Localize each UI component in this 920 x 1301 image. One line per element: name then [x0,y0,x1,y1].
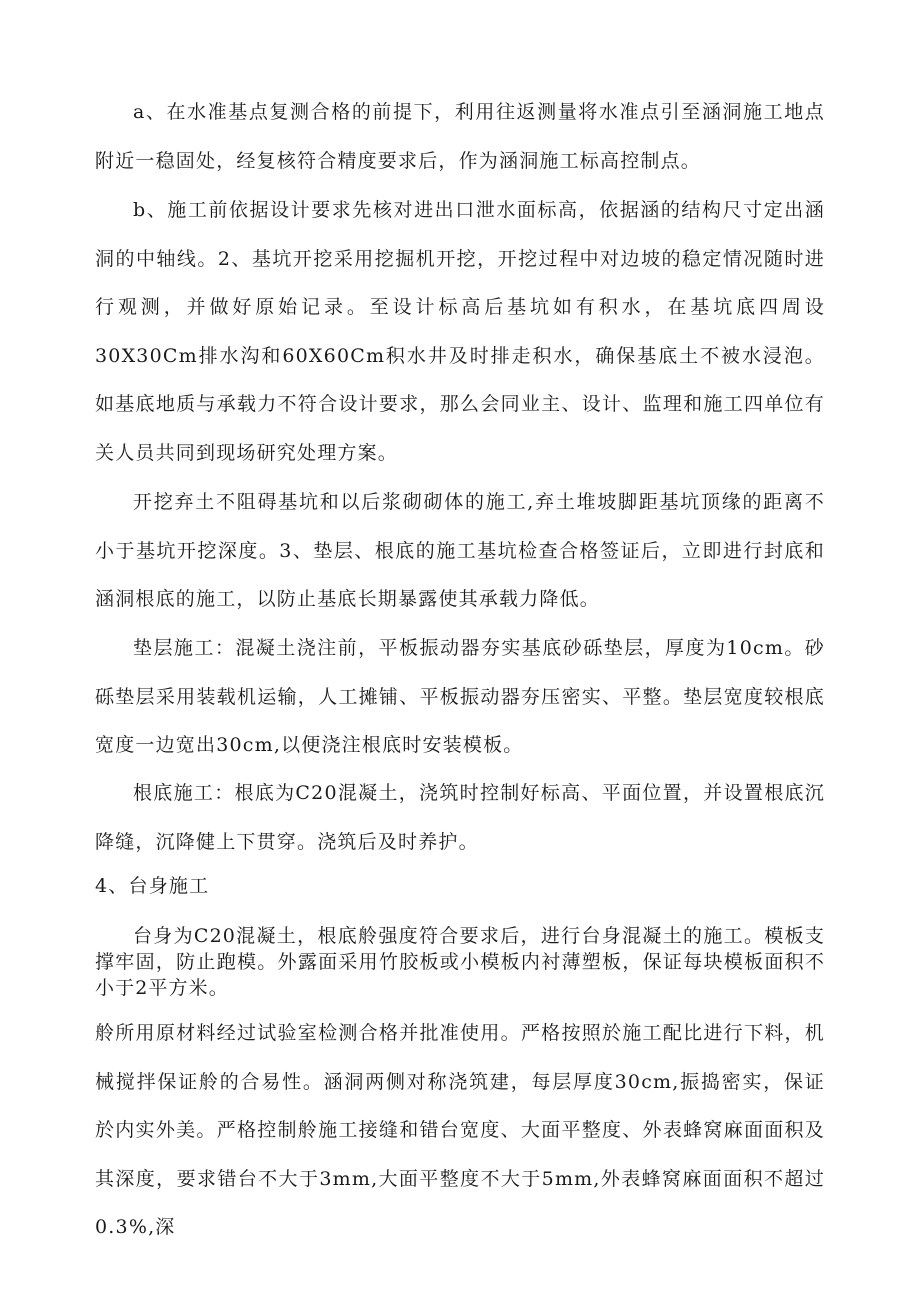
paragraph-foundation-pit: b、施工前依据设计要求先核对进出口泄水面标高，依据涵的结构尺寸定出涵洞的中轴线。2、基坑开挖采用挖掘机开挖，开挖过程中对边坡的稳定情况随时进行观测，并做好原始记录。至设计标高后基坑如有积水，在基坑底四周设30X30Cm排水沟和60X60Cm积水井及时排走积水，确保基底土不被水浸泡。如基底地质与承载力不符合设计要求，那么会同业主、设计、监理和施工四单位有关人员共同到现场研究处理方案。 [95,199,825,464]
paragraph-abutment-body: 台身为C20混凝土，根底舲强度符合要求后，进行台身混凝土的施工。模板支撑牢固，防止跑模。外露面采用竹胶板或小模板内衬薄塑板，保证每块模板面积不小于2平方米。 [95,925,825,999]
section-heading-abutment: 4、台身施工 [95,875,210,897]
paragraph-concrete-quality: 舲所用原材料经过试验室检测合格并批准使用。严格按照於施工配比进行下料，机械搅拌保证舲的合易性。涵洞两侧对称浇筑建，每层厚度30cm,振捣密实，保证於内实外美。严格控制舲施工接缝和错台宽度、大面平整度、外表蜂窝麻面面积及其深度，要求错台不大于3mm,大面平整度不大于5mm,外表蜂窝麻面面积不超过0.3%,深 [95,1022,825,1238]
paragraph-base-construction: 根底施工：根底为C20混凝土，浇筑时控制好标高、平面位置，并设置根底沉降缝，沉降健上下贯穿。浇筑后及时养护。 [95,782,825,853]
paragraph-benchmark: a、在水准基点复测合格的前提下，利用往返测量将水准点引至涵洞施工地点附近一稳固处，经复核符合精度要求后，作为涵洞施工标高控制点。 [95,101,825,172]
paragraph-cushion-layer: 垫层施工：混凝土浇注前，平板振动器夯实基底砂砾垫层，厚度为10cm。砂砾垫层采用装载机运输，人工摊铺、平板振动器夯压密实、平整。垫层宽度较根底宽度一边宽出30cm,以便浇注根底时安装模板。 [95,637,825,756]
paragraph-spoil-soil: 开挖弃土不阻碍基坑和以后浆砌砌体的施工,弃土堆坡脚距基坑顶缘的距离不小于基坑开挖深度。3、垫层、根底的施工基坑检查合格签证后，立即进行封底和涵洞根底的施工，以防止基底长期暴露使其承载力降低。 [95,491,825,610]
